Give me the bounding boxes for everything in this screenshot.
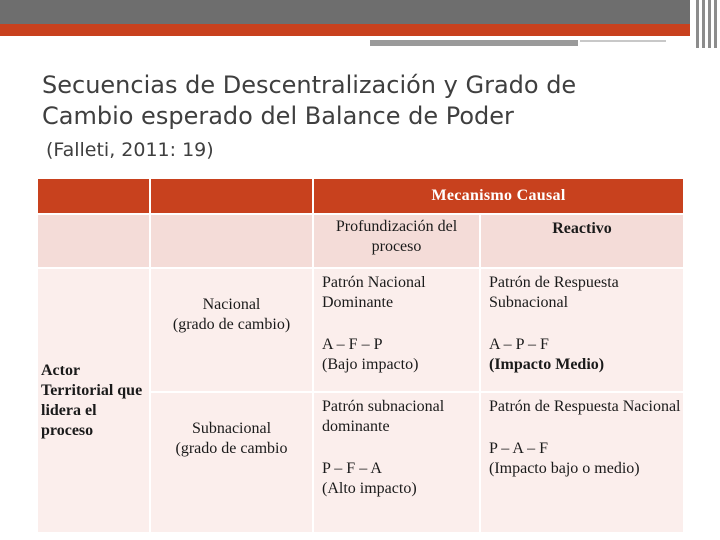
slide-citation: (Falleti, 2011: 19) bbox=[46, 139, 214, 161]
table-row bbox=[37, 268, 684, 392]
pattern-text: Patrón de Respuesta Nacional bbox=[489, 398, 681, 415]
impact-text: (Impacto bajo o medio) bbox=[489, 460, 640, 477]
row-label-line: (grado de cambio bbox=[175, 440, 288, 457]
cell-nacional-profundizacion bbox=[313, 268, 480, 392]
row-label-line: (grado de cambio) bbox=[172, 316, 291, 333]
top-red-bar bbox=[0, 24, 690, 36]
impact-text: (Alto impacto) bbox=[322, 480, 417, 497]
table-subheader-row bbox=[37, 214, 684, 268]
header-empty-cell bbox=[150, 178, 313, 214]
sequence-text: A – P – F bbox=[489, 336, 549, 353]
impact-text: (Bajo impacto) bbox=[322, 356, 419, 373]
subheader-empty-cell bbox=[150, 214, 313, 268]
cell-nacional-reactivo bbox=[480, 268, 684, 392]
slide-title-line2: Cambio esperado del Balance de Poder bbox=[42, 102, 514, 130]
cell-subnacional-reactivo bbox=[480, 392, 684, 533]
slide-title-line1: Secuencias de Descentralización y Grado de bbox=[42, 71, 577, 99]
pattern-text: Patrón Nacional Dominante bbox=[322, 274, 426, 311]
decentralization-table bbox=[36, 177, 685, 534]
sequence-text: P – A – F bbox=[489, 440, 548, 457]
subheader-empty-cell bbox=[37, 214, 150, 268]
slide-title bbox=[42, 70, 702, 132]
header-empty-cell bbox=[37, 178, 150, 214]
corner-stripes bbox=[694, 0, 720, 48]
cell-subnacional-profundizacion bbox=[313, 392, 480, 533]
accent-gray-bar bbox=[370, 40, 578, 46]
table-header-row bbox=[37, 178, 684, 214]
impact-text: (Impacto Medio) bbox=[489, 356, 605, 373]
top-gray-bar bbox=[0, 0, 690, 24]
actor-label: Actor Territorial que lidera el proceso bbox=[37, 268, 150, 533]
row-label-line: Nacional bbox=[202, 296, 261, 313]
accent-gray-line bbox=[580, 40, 666, 42]
sequence-text: P – F – A bbox=[322, 460, 382, 477]
row-label-nacional bbox=[150, 268, 313, 392]
sequence-text: A – F – P bbox=[322, 336, 383, 353]
row-label-subnacional bbox=[150, 392, 313, 533]
subheader-profundizacion: Profundización del proceso bbox=[313, 214, 480, 268]
subheader-reactivo: Reactivo bbox=[480, 214, 684, 268]
row-label-line: Subnacional bbox=[191, 420, 272, 437]
pattern-text: Patrón de Respuesta Subnacional bbox=[489, 274, 619, 311]
pattern-text: Patrón subnacional dominante bbox=[322, 398, 445, 435]
header-mechanism: Mecanismo Causal bbox=[313, 178, 684, 214]
